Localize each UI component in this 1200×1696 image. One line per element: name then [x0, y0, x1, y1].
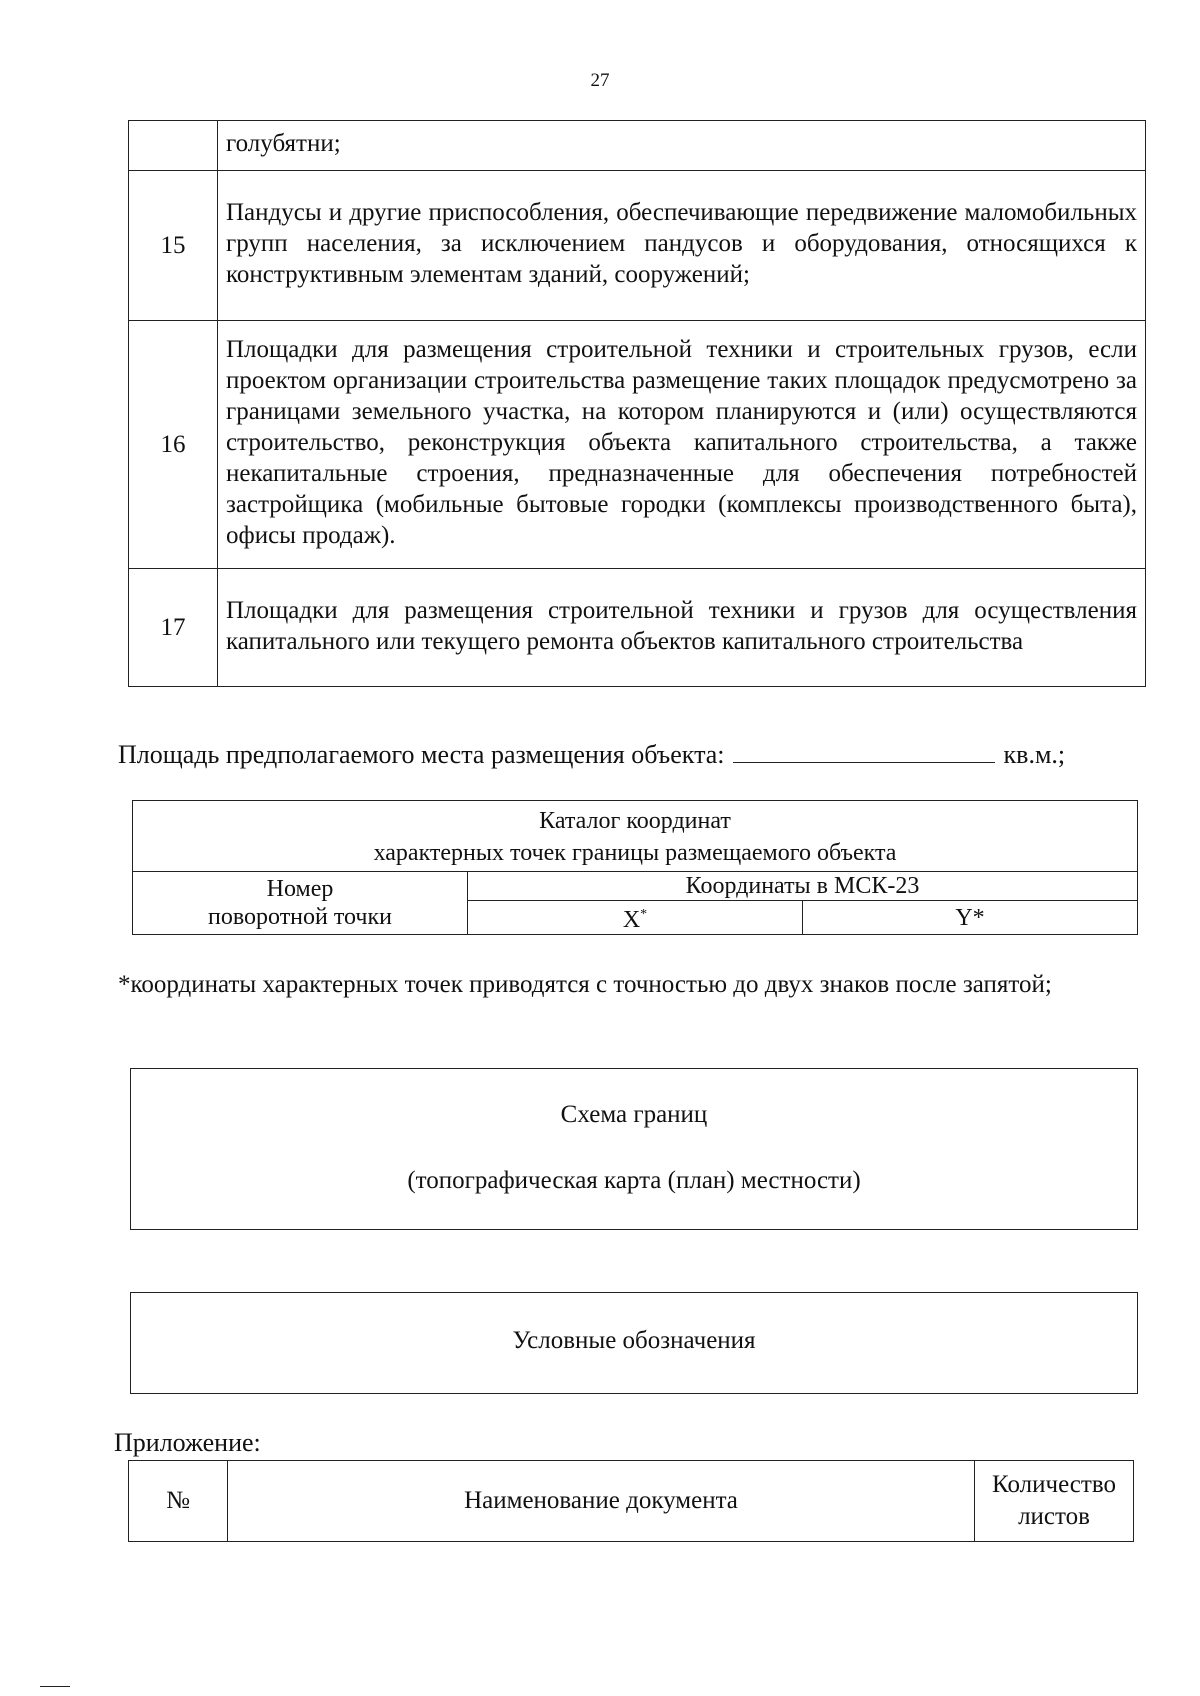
area-unit: кв.м.;	[1003, 740, 1066, 769]
x-header-mark: *	[640, 907, 648, 922]
row-text: голубятни;	[218, 121, 1146, 171]
legend-title: Условные обозначения	[512, 1327, 756, 1354]
point-number-header-line2: поворотной точки	[208, 904, 392, 930]
appendix-table	[128, 1460, 1134, 1542]
row-text: Площадки для размещения строительной техники и строительных грузов, если проектом организации строительства размещение таких площадок предусмотрено за границами земельного участка, на котором планируются и (или) осуществляются строительство, реконструкция объекта капитального строительства, а также некапитальные строения, предназначенные для обеспечения потребностей застройщика (мобильные бытовые городки (комплексы производственного быта), офисы продаж).	[218, 321, 1146, 569]
y-header: Y*	[803, 901, 1138, 935]
coordinates-title-line1: Каталог координат	[539, 808, 731, 834]
table-row	[129, 171, 1146, 321]
row-number: 15	[129, 171, 218, 321]
scheme-title: Схема границ	[560, 1101, 708, 1128]
row-number: 17	[129, 569, 218, 687]
coordinates-table	[132, 800, 1138, 935]
appendix-header-row	[129, 1461, 1134, 1542]
coordinates-header-row	[133, 872, 1138, 901]
row-number	[129, 121, 218, 171]
appendix-sheets-header-line1: Количество	[992, 1471, 1116, 1498]
point-number-header-line1: Номер	[266, 876, 334, 902]
appendix-sheets-header-line2: листов	[1018, 1503, 1090, 1530]
area-blank-field[interactable]	[733, 738, 995, 763]
coordinates-footnote: *координаты характерных точек приводятся с точностью до двух знаков после запятой;	[118, 971, 1052, 998]
area-line	[118, 738, 1065, 770]
table-row	[129, 321, 1146, 569]
x-header	[468, 901, 803, 935]
area-label: Площадь предполагаемого места размещения объекта:	[118, 740, 725, 769]
row-number: 16	[129, 321, 218, 569]
footer-rule	[40, 1686, 70, 1687]
table-row	[129, 121, 1146, 171]
appendix-name-header: Наименование документа	[228, 1461, 975, 1542]
row-text: Площадки для размещения строительной техники и грузов для осуществления капитального или текущего ремонта объектов капитального строительства	[218, 569, 1146, 687]
objects-table	[128, 120, 1146, 687]
page-number: 27	[590, 70, 610, 91]
legend-box	[130, 1292, 1138, 1394]
appendix-label: Приложение:	[114, 1428, 261, 1457]
coordinates-title	[133, 801, 1138, 872]
appendix-num-header: №	[129, 1461, 228, 1542]
x-header-label: X	[622, 907, 641, 933]
coordinates-title-row	[133, 801, 1138, 872]
scheme-box	[130, 1068, 1138, 1230]
coordinates-title-line2: характерных точек границы размещаемого объекта	[373, 840, 897, 866]
appendix-sheets-header	[975, 1461, 1134, 1542]
scheme-subtitle: (топографическая карта (план) местности)	[407, 1167, 861, 1194]
row-text: Пандусы и другие приспособления, обеспечивающие передвижение маломобильных групп населения, за исключением пандусов и оборудования, относящихся к конструктивным элементам зданий, сооружений;	[218, 171, 1146, 321]
table-row	[129, 569, 1146, 687]
coordinates-header: Координаты в МСК-23	[468, 872, 1138, 901]
point-number-header	[133, 872, 468, 935]
